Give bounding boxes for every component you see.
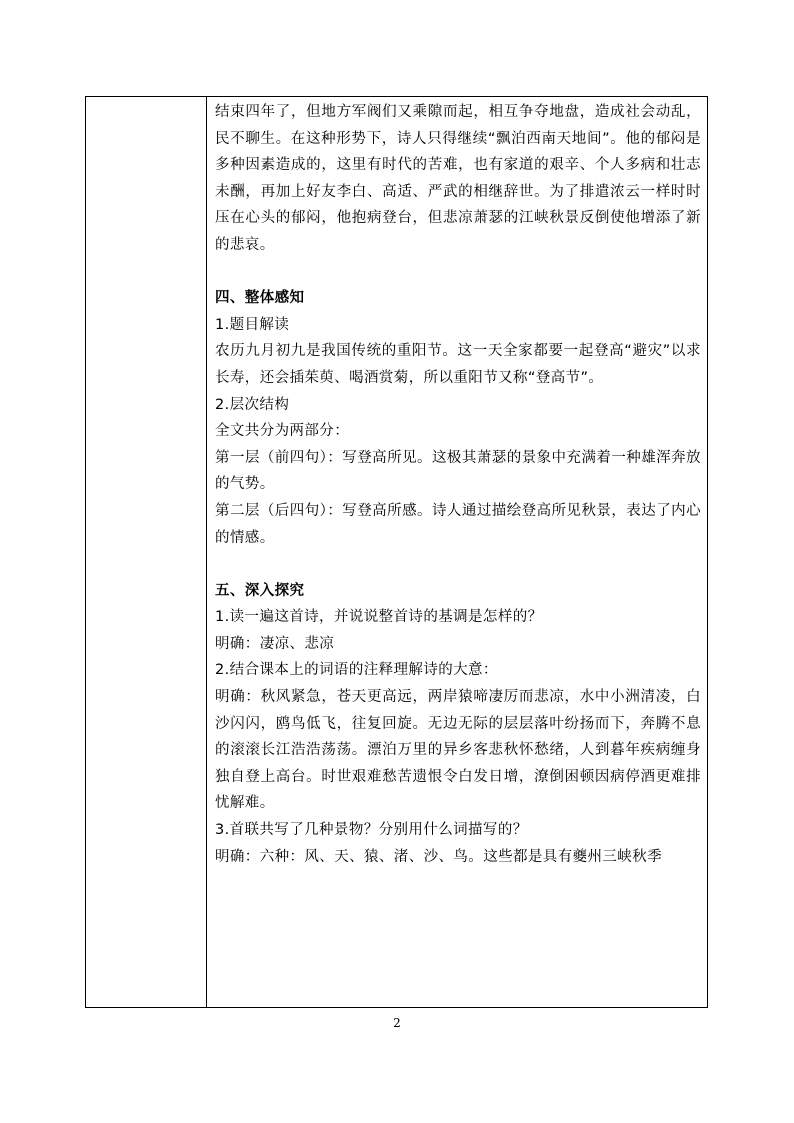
spacer xyxy=(215,551,701,578)
section-heading-deep-inquiry: 五、深入探究 xyxy=(215,582,305,599)
spacer xyxy=(215,259,701,286)
item-title-structure: 2.层次结构 xyxy=(215,396,290,413)
answer-1: 明确：凄凉、悲凉 xyxy=(215,635,335,652)
question-3: 3.首联共写了几种景物？分别用什么词描写的？ xyxy=(215,822,528,839)
question-1: 1.读一遍这首诗，并说说整首诗的基调是怎样的？ xyxy=(215,609,543,626)
page-number: 2 xyxy=(393,1016,401,1030)
structure-intro: 全文共分为两部分： xyxy=(215,423,350,440)
table-content-cell xyxy=(215,99,701,870)
question-2: 2.结合课本上的词语的注释理解诗的大意： xyxy=(215,662,498,679)
structure-layer-two: 第二层（后四句）：写登高所感。诗人通过描绘登高所见秋景，表达了内心的情感。 xyxy=(215,502,701,546)
title-reading-text: 农历九月初九是我国传统的重阳节。这一天全家都要一起登高“避灾”以求长寿，还会插茱萸、喝酒赏菊，所以重阳节又称“登高节”。 xyxy=(215,343,701,386)
item-title-title-reading: 1.题目解读 xyxy=(215,316,290,333)
table-column-divider xyxy=(206,96,207,1008)
answer-3: 明确：六种：风、天、猿、渚、沙、鸟。这些都是具有夔州三峡秋季 xyxy=(215,848,662,865)
structure-layer-one: 第一层（前四句）：写登高所见。这极其萧瑟的景象中充满着一种雄浑奔放的气势。 xyxy=(215,449,701,493)
answer-2: 明确：秋风紧急，苍天更高远，两岸猿啼凄厉而悲凉，水中小洲清凌，白沙闪闪，鸥鸟低飞，往复回旋。无边无际的层层落叶纷扬而下，奔腾不息的滚滚长江浩浩荡荡。漂泊万里的异乡客悲秋怀愁绪，人到暮年疾病缠身独自登上高台。时世艰难愁苦遗恨令白发日增，潦倒困顿因病停酒更难排忧解难。 xyxy=(215,689,701,812)
section-heading-overall: 四、整体感知 xyxy=(215,290,305,307)
background-paragraph: 结束四年了，但地方军阀们又乘隙而起，相互争夺地盘，造成社会动乱，民不聊生。在这种形势下，诗人只得继续“飘泊西南天地间”。他的郁闷是多种因素造成的，这里有时代的苦难，也有家道的艰辛、个人多病和壮志未酬，再加上好友李白、高适、严武的相继辞世。为了排遣浓云一样时时压在心头的郁闷，他抱病登台，但悲凉萧瑟的江峡秋景反倒使他增添了新的悲哀。 xyxy=(215,104,701,253)
